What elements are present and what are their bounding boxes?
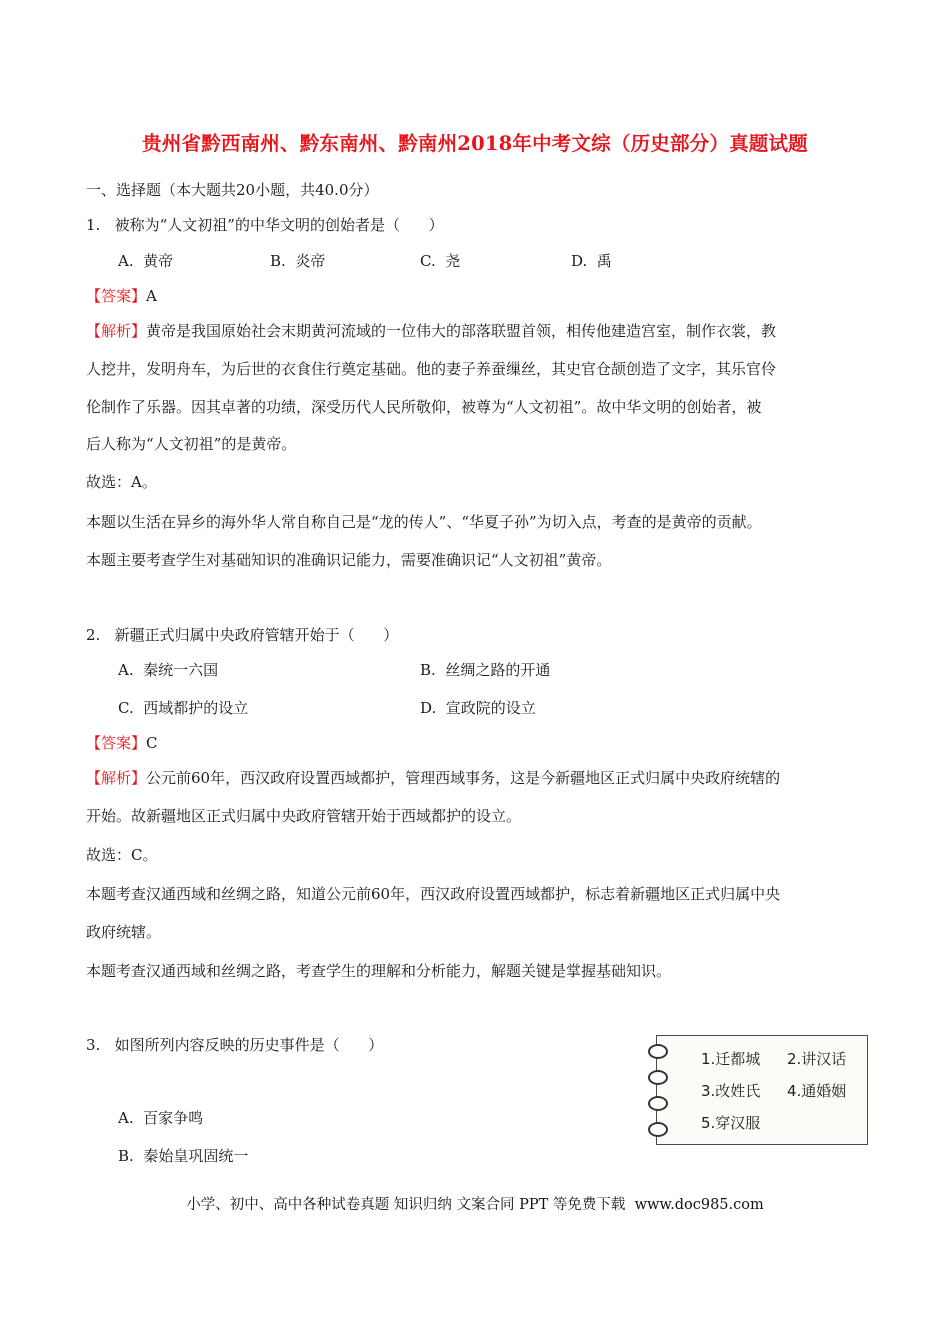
q2-note: 本题考查汉通西域和丝绸之路，知道公元前60年，西汉政府设置西域都护，标志着新疆地区正式归属中央	[86, 885, 781, 903]
q1-analysis-line	[86, 321, 776, 341]
q1-answer-tag: 【答案】	[86, 287, 147, 305]
section-heading: 一、选择题（本大题共20小题，共40.0分）	[86, 181, 379, 199]
binder-ring-icon	[648, 1096, 668, 1111]
q1-answer	[86, 286, 157, 306]
q1-option-a: A. 黄帝	[118, 252, 174, 270]
q2-answer	[86, 733, 158, 753]
q2-option-a: A. 秦统一六国	[118, 661, 219, 679]
q1-answer-value: A	[146, 287, 157, 305]
q3-stem: 3. 如图所列内容反映的历史事件是（ ）	[86, 1036, 384, 1054]
figure-item: 1.迁都城	[701, 1050, 761, 1068]
q2-option-c: C. 西域都护的设立	[118, 699, 249, 717]
q2-analysis-tag: 【解析】	[86, 769, 147, 787]
q2-choose: 故选：C。	[86, 846, 158, 864]
figure-item: 3.改姓氏	[701, 1082, 761, 1100]
q2-answer-tag: 【答案】	[86, 734, 147, 752]
figure-item: 2.讲汉话	[787, 1050, 847, 1068]
footer-text: 小学、初中、高中各种试卷真题 知识归纳 文案合同 PPT 等免费下载 www.doc985.com	[186, 1197, 764, 1213]
q2-analysis-line: 开始。故新疆地区正式归属中央政府管辖开始于西域都护的设立。	[86, 807, 522, 825]
document-title: 贵州省黔西南州、黔东南州、黔南州2018年中考文综（历史部分）真题试题	[142, 132, 808, 155]
q2-answer-value: C	[146, 734, 158, 752]
q3-option-b: B. 秦始皇巩固统一	[118, 1147, 249, 1165]
q1-note: 本题主要考查学生对基础知识的准确识记能力，需要准确识记“人文初祖”黄帝。	[86, 551, 612, 569]
q1-analysis-tag: 【解析】	[86, 322, 147, 340]
q1-analysis-line: 伦制作了乐器。因其卓著的功绩，深受历代人民所敬仰，被尊为“人文初祖”。故中华文明的创始者，被	[86, 398, 762, 416]
q2-note: 本题考查汉通西域和丝绸之路，考查学生的理解和分析能力，解题关键是掌握基础知识。	[86, 962, 672, 980]
q1-choose: 故选：A。	[86, 473, 157, 491]
figure-item: 5.穿汉服	[701, 1114, 761, 1132]
q2-analysis-line	[86, 768, 780, 788]
binder-ring-icon	[648, 1070, 668, 1085]
q2-option-d: D. 宣政院的设立	[420, 699, 536, 717]
q1-option-b: B. 炎帝	[270, 252, 326, 270]
q2-analysis-text: 公元前60年，西汉政府设置西域都护，管理西域事务，这是今新疆地区正式归属中央政府统辖的	[146, 769, 781, 787]
q1-analysis-text: 黄帝是我国原始社会末期黄河流域的一位伟大的部落联盟首领，相传他建造宫室，制作衣裳，教	[146, 322, 777, 340]
q1-stem: 1. 被称为“人文初祖”的中华文明的创始者是（ ）	[86, 216, 444, 234]
q1-analysis-line: 人挖井，发明舟车，为后世的衣食住行奠定基础。他的妻子养蚕缫丝，其史官仓颉创造了文字，其乐官伶	[86, 360, 777, 378]
q1-analysis-line: 后人称为“人文初祖”的是黄帝。	[86, 435, 297, 453]
notebook-figure	[656, 1035, 868, 1145]
binder-ring-icon	[648, 1044, 668, 1059]
q1-note: 本题以生活在异乡的海外华人常自称自己是“龙的传人”、“华夏子孙”为切入点，考查的是黄帝的贡献。	[86, 513, 762, 531]
q2-stem: 2. 新疆正式归属中央政府管辖开始于（ ）	[86, 626, 399, 644]
q2-note: 政府统辖。	[86, 923, 162, 941]
figure-item: 4.通婚姻	[787, 1082, 847, 1100]
q3-option-a: A. 百家争鸣	[118, 1109, 204, 1127]
q1-option-c: C. 尧	[420, 252, 461, 270]
q2-option-b: B. 丝绸之路的开通	[420, 661, 551, 679]
q1-option-d: D. 禹	[571, 252, 612, 270]
binder-ring-icon	[648, 1122, 668, 1137]
